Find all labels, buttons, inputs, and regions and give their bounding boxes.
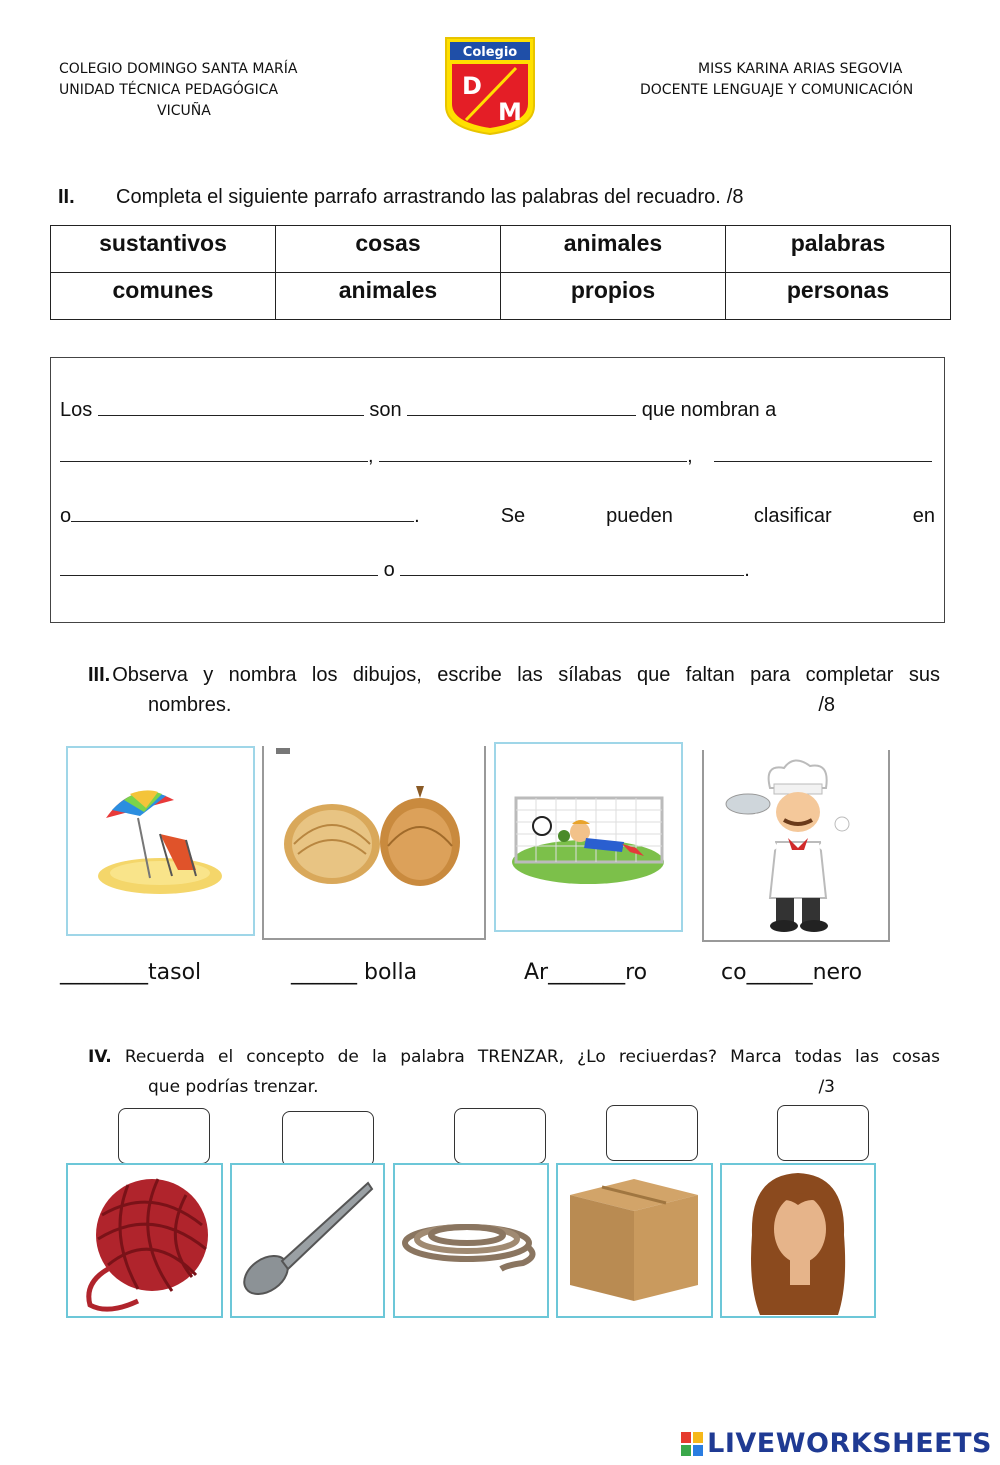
word-se: Se [500,505,526,527]
word-bank [50,225,951,320]
teacher-name: MISS KARINA ARIAS SEGOVIA [698,61,903,77]
word-bank-row [51,273,951,320]
word-que-nombran: que nombran a [641,399,777,421]
logo-letter-m: M [498,98,522,126]
period: . [414,505,420,527]
section-3-number: III. [88,664,111,686]
teacher-role: DOCENTE LENGUAJE Y COMUNICACIÓN [640,82,914,98]
word-chip[interactable]: sustantivos [51,226,276,273]
word-chip[interactable]: propios [501,273,726,320]
drop-blank[interactable] [379,444,687,462]
option-yarn [66,1163,223,1318]
paragraph-line-1 [60,398,776,422]
liveworksheets-logo-icon [681,1432,703,1456]
picture-beach-umbrella [66,746,255,936]
paragraph-box [50,357,945,623]
syllable-blank[interactable]: ______ [291,960,357,985]
word-o: o [383,559,395,581]
answer-checkbox-hair[interactable] [777,1105,869,1161]
option-hair [720,1163,876,1318]
answer-checkbox-box[interactable] [606,1105,698,1161]
picture-onions [262,746,486,940]
word-chip[interactable]: animales [501,226,726,273]
school-logo [444,36,536,136]
option-rope [393,1163,549,1318]
syllable-word-2 [291,960,417,985]
word-chip[interactable]: cosas [276,226,501,273]
word-chip[interactable]: personas [726,273,951,320]
section-4-score: /3 [818,1077,835,1097]
option-spoon [230,1163,385,1318]
onion-icon [264,746,484,938]
period: . [744,559,750,581]
drop-blank[interactable] [407,398,636,416]
drop-blank[interactable] [98,398,364,416]
word-chip[interactable]: animales [276,273,501,320]
section-3-instruction-1: Observa y nombra los dibujos, escribe las sílabas que faltan para completar sus [112,664,940,686]
syllable-suffix: tasol [148,960,202,985]
brand-text: LIVEWORKSHEETS [707,1428,992,1459]
logo-top-text: Colegio [462,45,518,60]
syllable-suffix: bolla [357,960,418,985]
word-en: en [912,505,935,527]
drop-blank[interactable] [714,444,932,462]
word-o: o [60,505,72,527]
section-2-number: II. [58,186,75,208]
syllable-word-3 [524,960,647,985]
syllable-suffix: nero [812,960,863,985]
syllable-word-1 [60,960,201,985]
word-pueden: pueden [606,505,673,527]
section-3-instruction-2: nombres. [148,694,232,716]
syllable-word-4 [721,960,862,985]
drop-blank[interactable] [60,444,368,462]
beach-umbrella-icon [68,748,253,934]
answer-checkbox-yarn[interactable] [118,1108,210,1164]
section-4-number: IV. [88,1047,112,1067]
section-2-score: /8 [726,186,744,208]
comma: , [687,445,693,467]
paragraph-line-4 [60,558,750,582]
picture-goalkeeper [494,742,683,932]
syllable-prefix: Ar [524,960,549,985]
word-chip[interactable]: comunes [51,273,276,320]
section-4-instruction-2: que podrías trenzar. [148,1077,319,1097]
goalkeeper-icon [496,744,681,930]
liveworksheets-brand [681,1428,992,1459]
school-name: COLEGIO DOMINGO SANTA MARÍA [59,61,298,77]
word-chip[interactable]: palabras [726,226,951,273]
chef-icon [704,750,888,940]
drop-blank[interactable] [60,558,378,576]
syllable-blank[interactable]: ______ [746,960,813,985]
section-2-instruction: Completa el siguiente parrafo arrastrando las palabras del recuadro. [116,186,721,208]
spoon-icon [232,1165,383,1316]
syllable-blank[interactable]: ________ [60,960,148,985]
comma: , [368,445,374,467]
paragraph-line-3 [60,504,935,528]
drop-blank[interactable] [71,504,414,522]
rope-icon [395,1165,547,1316]
hair-icon [722,1165,874,1316]
word-clasificar: clasificar [753,505,832,527]
syllable-blank[interactable]: _______ [548,960,626,985]
section-3-title [88,660,940,720]
section-2-title [58,186,743,209]
teacher-info [640,59,913,101]
cardboard-box-icon [558,1165,711,1316]
school-info [59,59,297,122]
word-los: Los [60,399,93,421]
section-4-instruction-1: Recuerda el concepto de la palabra TRENZAR, ¿Lo reciuerdas? Marca todas las cosas [124,1047,940,1067]
section-3-score: /8 [818,694,835,716]
answer-checkbox-spoon[interactable] [282,1111,374,1167]
school-city: VICUÑA [157,103,211,119]
option-box [556,1163,713,1318]
drop-blank[interactable] [400,558,744,576]
picture-chef [702,750,890,942]
word-son: son [369,399,402,421]
word-bank-row [51,226,951,273]
paragraph-line-2 [60,444,932,468]
school-unit: UNIDAD TÉCNICA PEDAGÓGICA [59,82,279,98]
answer-checkbox-rope[interactable] [454,1108,546,1164]
logo-letter-d: D [462,72,482,100]
syllable-prefix: co [721,960,747,985]
section-4-title [88,1042,940,1102]
syllable-suffix: ro [625,960,648,985]
yarn-ball-icon [68,1165,221,1316]
